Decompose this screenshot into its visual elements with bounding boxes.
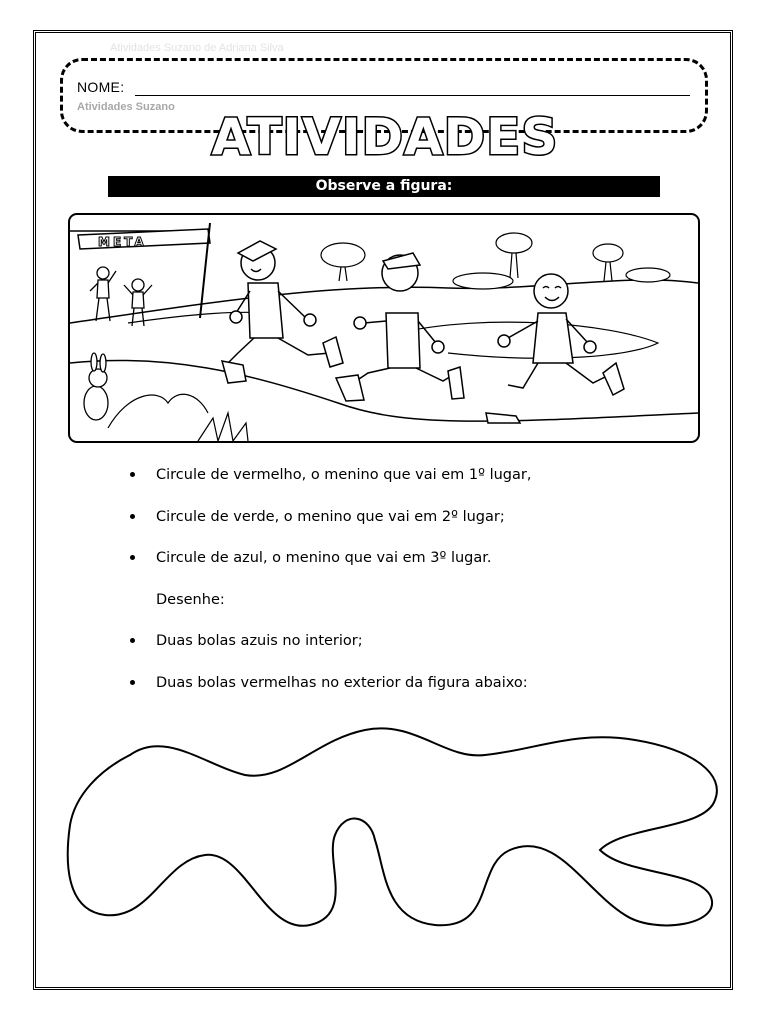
instruction-item: Circule de vermelho, o menino que vai em 1º lugar,	[130, 464, 690, 506]
bullet-icon	[130, 680, 135, 685]
race-illustration	[68, 213, 700, 443]
instruction-subheading: Desenhe:	[156, 591, 225, 608]
bullet-icon	[130, 472, 135, 477]
instruction-item: Circule de azul, o menino que vai em 3º lugar.	[130, 547, 690, 589]
finish-banner-text: META	[98, 235, 147, 249]
page-title	[190, 100, 580, 172]
instruction-item: Duas bolas azuis no interior;	[130, 630, 690, 672]
instruction-item: Duas bolas vermelhas no exterior da figura abaixo:	[130, 672, 690, 714]
bullet-icon	[130, 638, 135, 643]
name-field[interactable]	[135, 95, 690, 96]
section-title: Observe a figura:	[108, 176, 660, 197]
bullet-icon	[130, 555, 135, 560]
blob-figure[interactable]	[55, 720, 725, 940]
bullet-icon	[130, 514, 135, 519]
watermark: Atividades Suzano de Adriana Silva	[110, 42, 284, 54]
name-label: NOME:	[77, 79, 125, 95]
brand-label: Atividades Suzano	[77, 101, 175, 113]
page-title-text: ATIVIDADES	[211, 108, 559, 166]
instructions-list	[130, 464, 690, 713]
instruction-item: Circule de verde, o menino que vai em 2º lugar;	[130, 506, 690, 548]
